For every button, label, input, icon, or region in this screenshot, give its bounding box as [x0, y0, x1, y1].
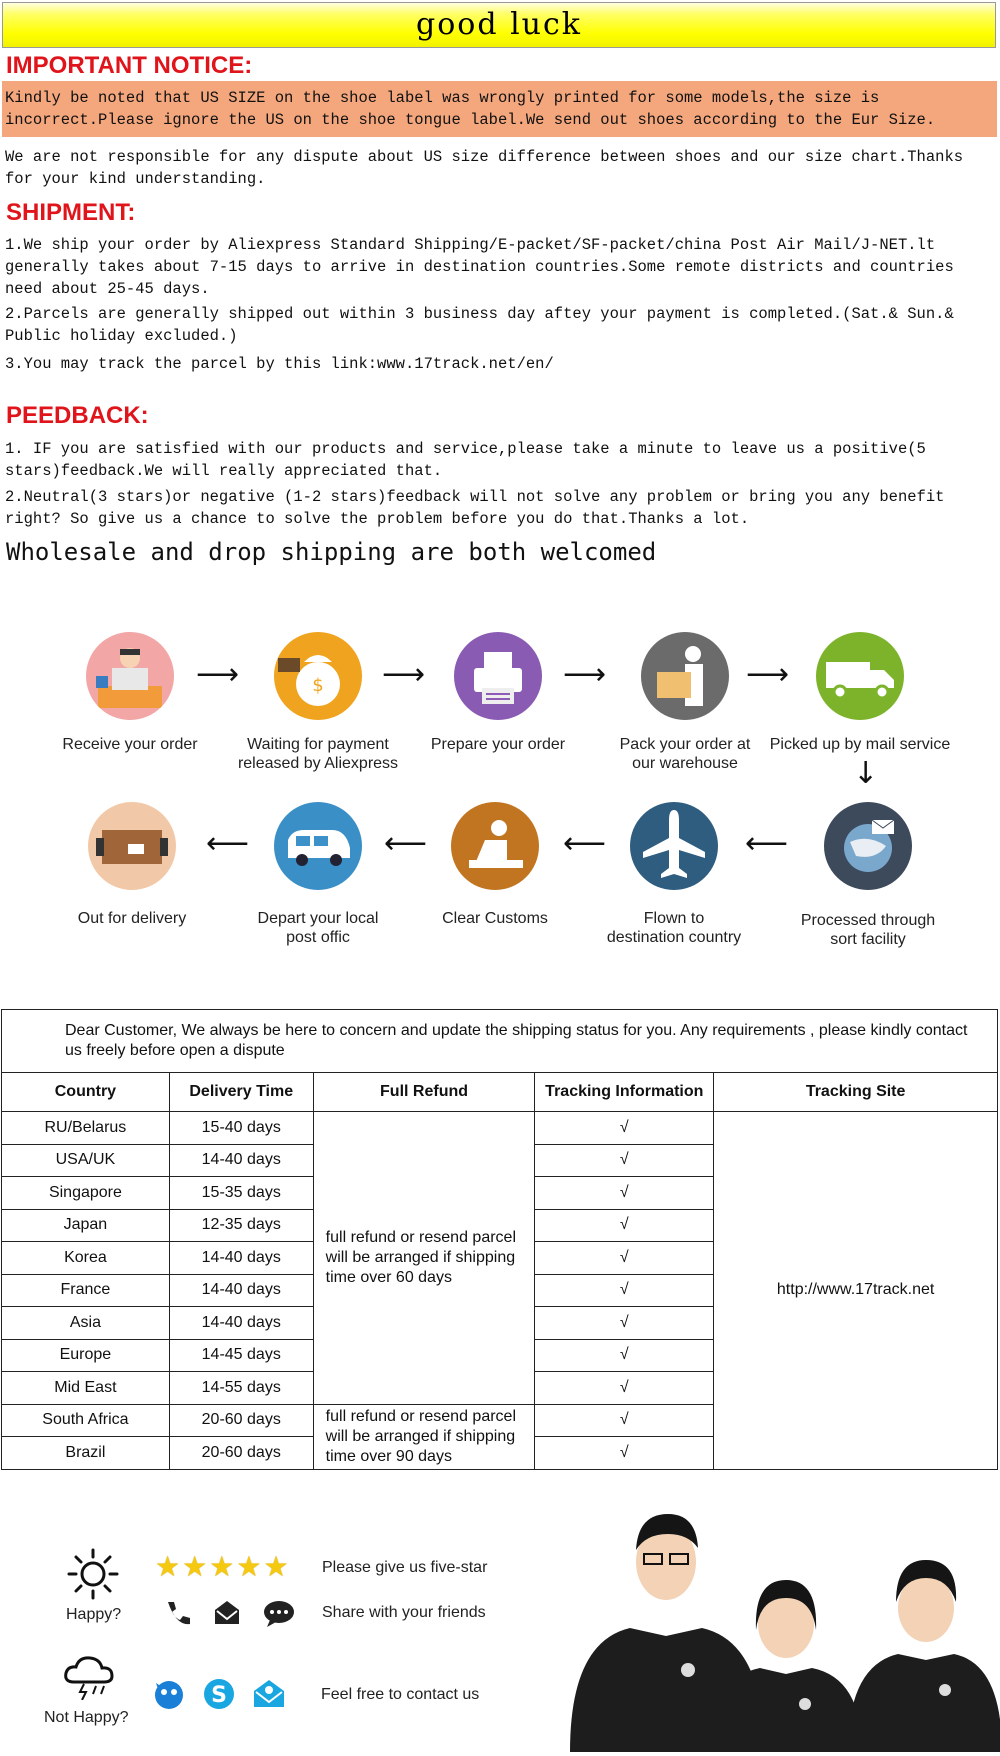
feedback-heading: PEEDBACK:: [6, 402, 149, 429]
tracking-check-cell: √: [535, 1404, 714, 1437]
truck-icon: [816, 632, 904, 720]
chat-icon[interactable]: [262, 1598, 296, 1628]
step-payment: [223, 632, 413, 773]
step-label: Depart your local post offic: [257, 910, 379, 946]
tracking-check-cell: √: [535, 1437, 714, 1470]
sun-icon: [66, 1547, 120, 1605]
share-icons: [162, 1598, 296, 1628]
shipment-paragraph-2: 2.Parcels are generally shipped out within 3 business day aftey your payment is completed.(Sat.& Sun.& Public holiday excluded.): [5, 305, 954, 345]
airplane-icon: [630, 802, 718, 890]
shipment-paragraph-3: 3.You may track the parcel by this link:www.17track.net/en/: [5, 355, 554, 373]
step-label: Processed through sort facility: [800, 912, 936, 948]
column-header: Delivery Time: [169, 1073, 313, 1112]
step-depart-post-office: [223, 802, 413, 947]
flow-arrow-down-icon: ↓: [853, 756, 879, 791]
star-icon: ★: [236, 1550, 262, 1583]
shipment-paragraph-1: 1.We ship your order by Aliexpress Standard Shipping/E-packet/SF-packet/china Post Air Mail/J-NET.lt generally takes about 7-15 days to arrive in destination countries.Some remote districts and countries need about 25-45 days.: [5, 236, 954, 298]
skype-icon[interactable]: [202, 1677, 236, 1711]
table-row: [2, 1112, 998, 1145]
contact-text: Feel free to contact us: [321, 1686, 480, 1703]
package-worker-icon: [641, 632, 729, 720]
important-notice-heading: IMPORTANT NOTICE:: [6, 52, 253, 79]
step-label: Out for delivery: [77, 910, 187, 927]
phone-icon[interactable]: [162, 1598, 192, 1628]
step-out-for-delivery: [37, 802, 227, 928]
parcel-icon: [88, 802, 176, 890]
customs-officer-icon: [451, 802, 539, 890]
country-cell: Japan: [2, 1209, 170, 1242]
step-label: Pack your order at our warehouse: [619, 736, 751, 772]
step-receive-order: [35, 632, 225, 754]
tracking-check-cell: √: [535, 1307, 714, 1340]
country-cell: Europe: [2, 1339, 170, 1372]
five-star-rating: [155, 1550, 289, 1583]
flow-arrow-left-icon: ⟵: [563, 826, 607, 861]
step-prepare-order: [403, 632, 593, 754]
contact-icons: [152, 1677, 286, 1711]
feedback-paragraph-2: 2.Neutral(3 stars)or negative (1-2 stars)feedback will not solve any problem or bring you any benefit right? So give us a chance to solve the problem before you do that.Thanks a lot.: [5, 488, 945, 528]
tracking-check-cell: √: [535, 1112, 714, 1145]
tracking-check-cell: √: [535, 1242, 714, 1275]
delivery-time-cell: 14-40 days: [169, 1307, 313, 1340]
delivery-time-cell: 15-35 days: [169, 1177, 313, 1210]
tracking-check-cell: √: [535, 1274, 714, 1307]
good-luck-banner: [2, 2, 996, 48]
country-cell: South Africa: [2, 1404, 170, 1437]
table-intro: Dear Customer, We always be here to concern and update the shipping status for you. Any requirements , please kindly contact us freely before open a dispute: [2, 1010, 998, 1073]
delivery-time-cell: 12-35 days: [169, 1209, 313, 1242]
star-icon: ★: [182, 1550, 208, 1583]
flow-arrow-left-icon: ⟵: [206, 826, 250, 861]
step-label: Picked up by mail service: [769, 736, 951, 753]
five-star-text: Please give us five-star: [322, 1559, 488, 1576]
mail-icon[interactable]: [212, 1598, 242, 1628]
notice-body-text: We are not responsible for any dispute about US size difference between shoes and our size chart.Thanks for your kind understanding.: [5, 148, 964, 188]
tracking-site-cell: http://www.17track.net: [714, 1112, 998, 1470]
step-label: Prepare your order: [430, 736, 566, 753]
step-label: Flown to destination country: [606, 910, 742, 946]
svg-text:S: S: [211, 1683, 227, 1708]
shipment-heading: SHIPMENT:: [6, 199, 136, 226]
tracking-check-cell: √: [535, 1339, 714, 1372]
money-bag-icon: [274, 632, 362, 720]
delivery-time-cell: 14-40 days: [169, 1274, 313, 1307]
share-text: Share with your friends: [322, 1604, 486, 1621]
van-icon: [274, 802, 362, 890]
storm-cloud-icon: [62, 1652, 118, 1704]
star-icon: ★: [155, 1550, 181, 1583]
column-header: Tracking Information: [535, 1073, 714, 1112]
country-cell: Mid East: [2, 1372, 170, 1405]
banner-text: good luck: [416, 7, 582, 42]
country-cell: RU/Belarus: [2, 1112, 170, 1145]
step-pack-order: [590, 632, 780, 773]
qq-icon[interactable]: [152, 1677, 186, 1711]
table-header-row: [2, 1073, 998, 1112]
refund-cell-60-days: full refund or resend parcel will be arranged if shipping time over 60 days: [313, 1112, 535, 1405]
country-cell: France: [2, 1274, 170, 1307]
step-sort-facility: [773, 802, 963, 949]
refund-cell-90-days: full refund or resend parcel will be arranged if shipping time over 90 days: [313, 1404, 535, 1469]
shipping-time-table: [1, 1009, 998, 1470]
notice-highlight-text: Kindly be noted that US SIZE on the shoe label was wrongly printed for some models,the size is incorrect.Please ignore the US on the shoe tongue label.We send out shoes according to the Eur Size.: [5, 89, 936, 129]
delivery-time-cell: 20-60 days: [169, 1437, 313, 1470]
country-cell: USA/UK: [2, 1144, 170, 1177]
flow-arrow-left-icon: ⟵: [745, 826, 789, 861]
flow-arrow-right-icon: ⟶: [563, 657, 607, 692]
delivery-time-cell: 14-55 days: [169, 1372, 313, 1405]
email-icon[interactable]: [252, 1677, 286, 1711]
step-picked-up: [765, 632, 955, 754]
svg-text:$: $: [312, 675, 324, 696]
column-header: Tracking Site: [714, 1073, 998, 1112]
globe-mail-icon: [824, 802, 912, 890]
delivery-time-cell: 14-45 days: [169, 1339, 313, 1372]
feedback-paragraph-1: 1. IF you are satisfied with our products and service,please take a minute to leave us a positive(5 stars)feedback.We will really appreciated that.: [5, 440, 926, 480]
step-label: Receive your order: [62, 736, 198, 753]
flow-arrow-left-icon: ⟵: [384, 826, 428, 861]
country-cell: Asia: [2, 1307, 170, 1340]
delivery-time-cell: 15-40 days: [169, 1112, 313, 1145]
printer-icon: [454, 632, 542, 720]
tracking-check-cell: √: [535, 1209, 714, 1242]
column-header: Full Refund: [313, 1073, 535, 1112]
star-icon: ★: [263, 1550, 289, 1583]
wholesale-line: Wholesale and drop shipping are both welcomed: [6, 538, 657, 566]
step-clear-customs: [400, 802, 590, 928]
flow-arrow-right-icon: ⟶: [382, 657, 426, 692]
flow-arrow-right-icon: ⟶: [746, 657, 790, 692]
happy-label: Happy?: [66, 1606, 122, 1623]
country-cell: Korea: [2, 1242, 170, 1275]
delivery-time-cell: 14-40 days: [169, 1242, 313, 1275]
column-header: Country: [2, 1073, 170, 1112]
country-cell: Brazil: [2, 1437, 170, 1470]
step-label: Waiting for payment released by Aliexpress: [237, 736, 399, 772]
star-icon: ★: [209, 1550, 235, 1583]
delivery-time-cell: 20-60 days: [169, 1404, 313, 1437]
step-label: Clear Customs: [442, 910, 548, 927]
step-flown: [579, 802, 769, 947]
customer-service-team-photo: [560, 1490, 1000, 1752]
cashier-icon: [86, 632, 174, 720]
country-cell: Singapore: [2, 1177, 170, 1210]
tracking-check-cell: √: [535, 1372, 714, 1405]
tracking-check-cell: √: [535, 1177, 714, 1210]
not-happy-label: Not Happy?: [44, 1709, 129, 1726]
delivery-time-cell: 14-40 days: [169, 1144, 313, 1177]
flow-arrow-right-icon: ⟶: [196, 657, 240, 692]
tracking-check-cell: √: [535, 1144, 714, 1177]
